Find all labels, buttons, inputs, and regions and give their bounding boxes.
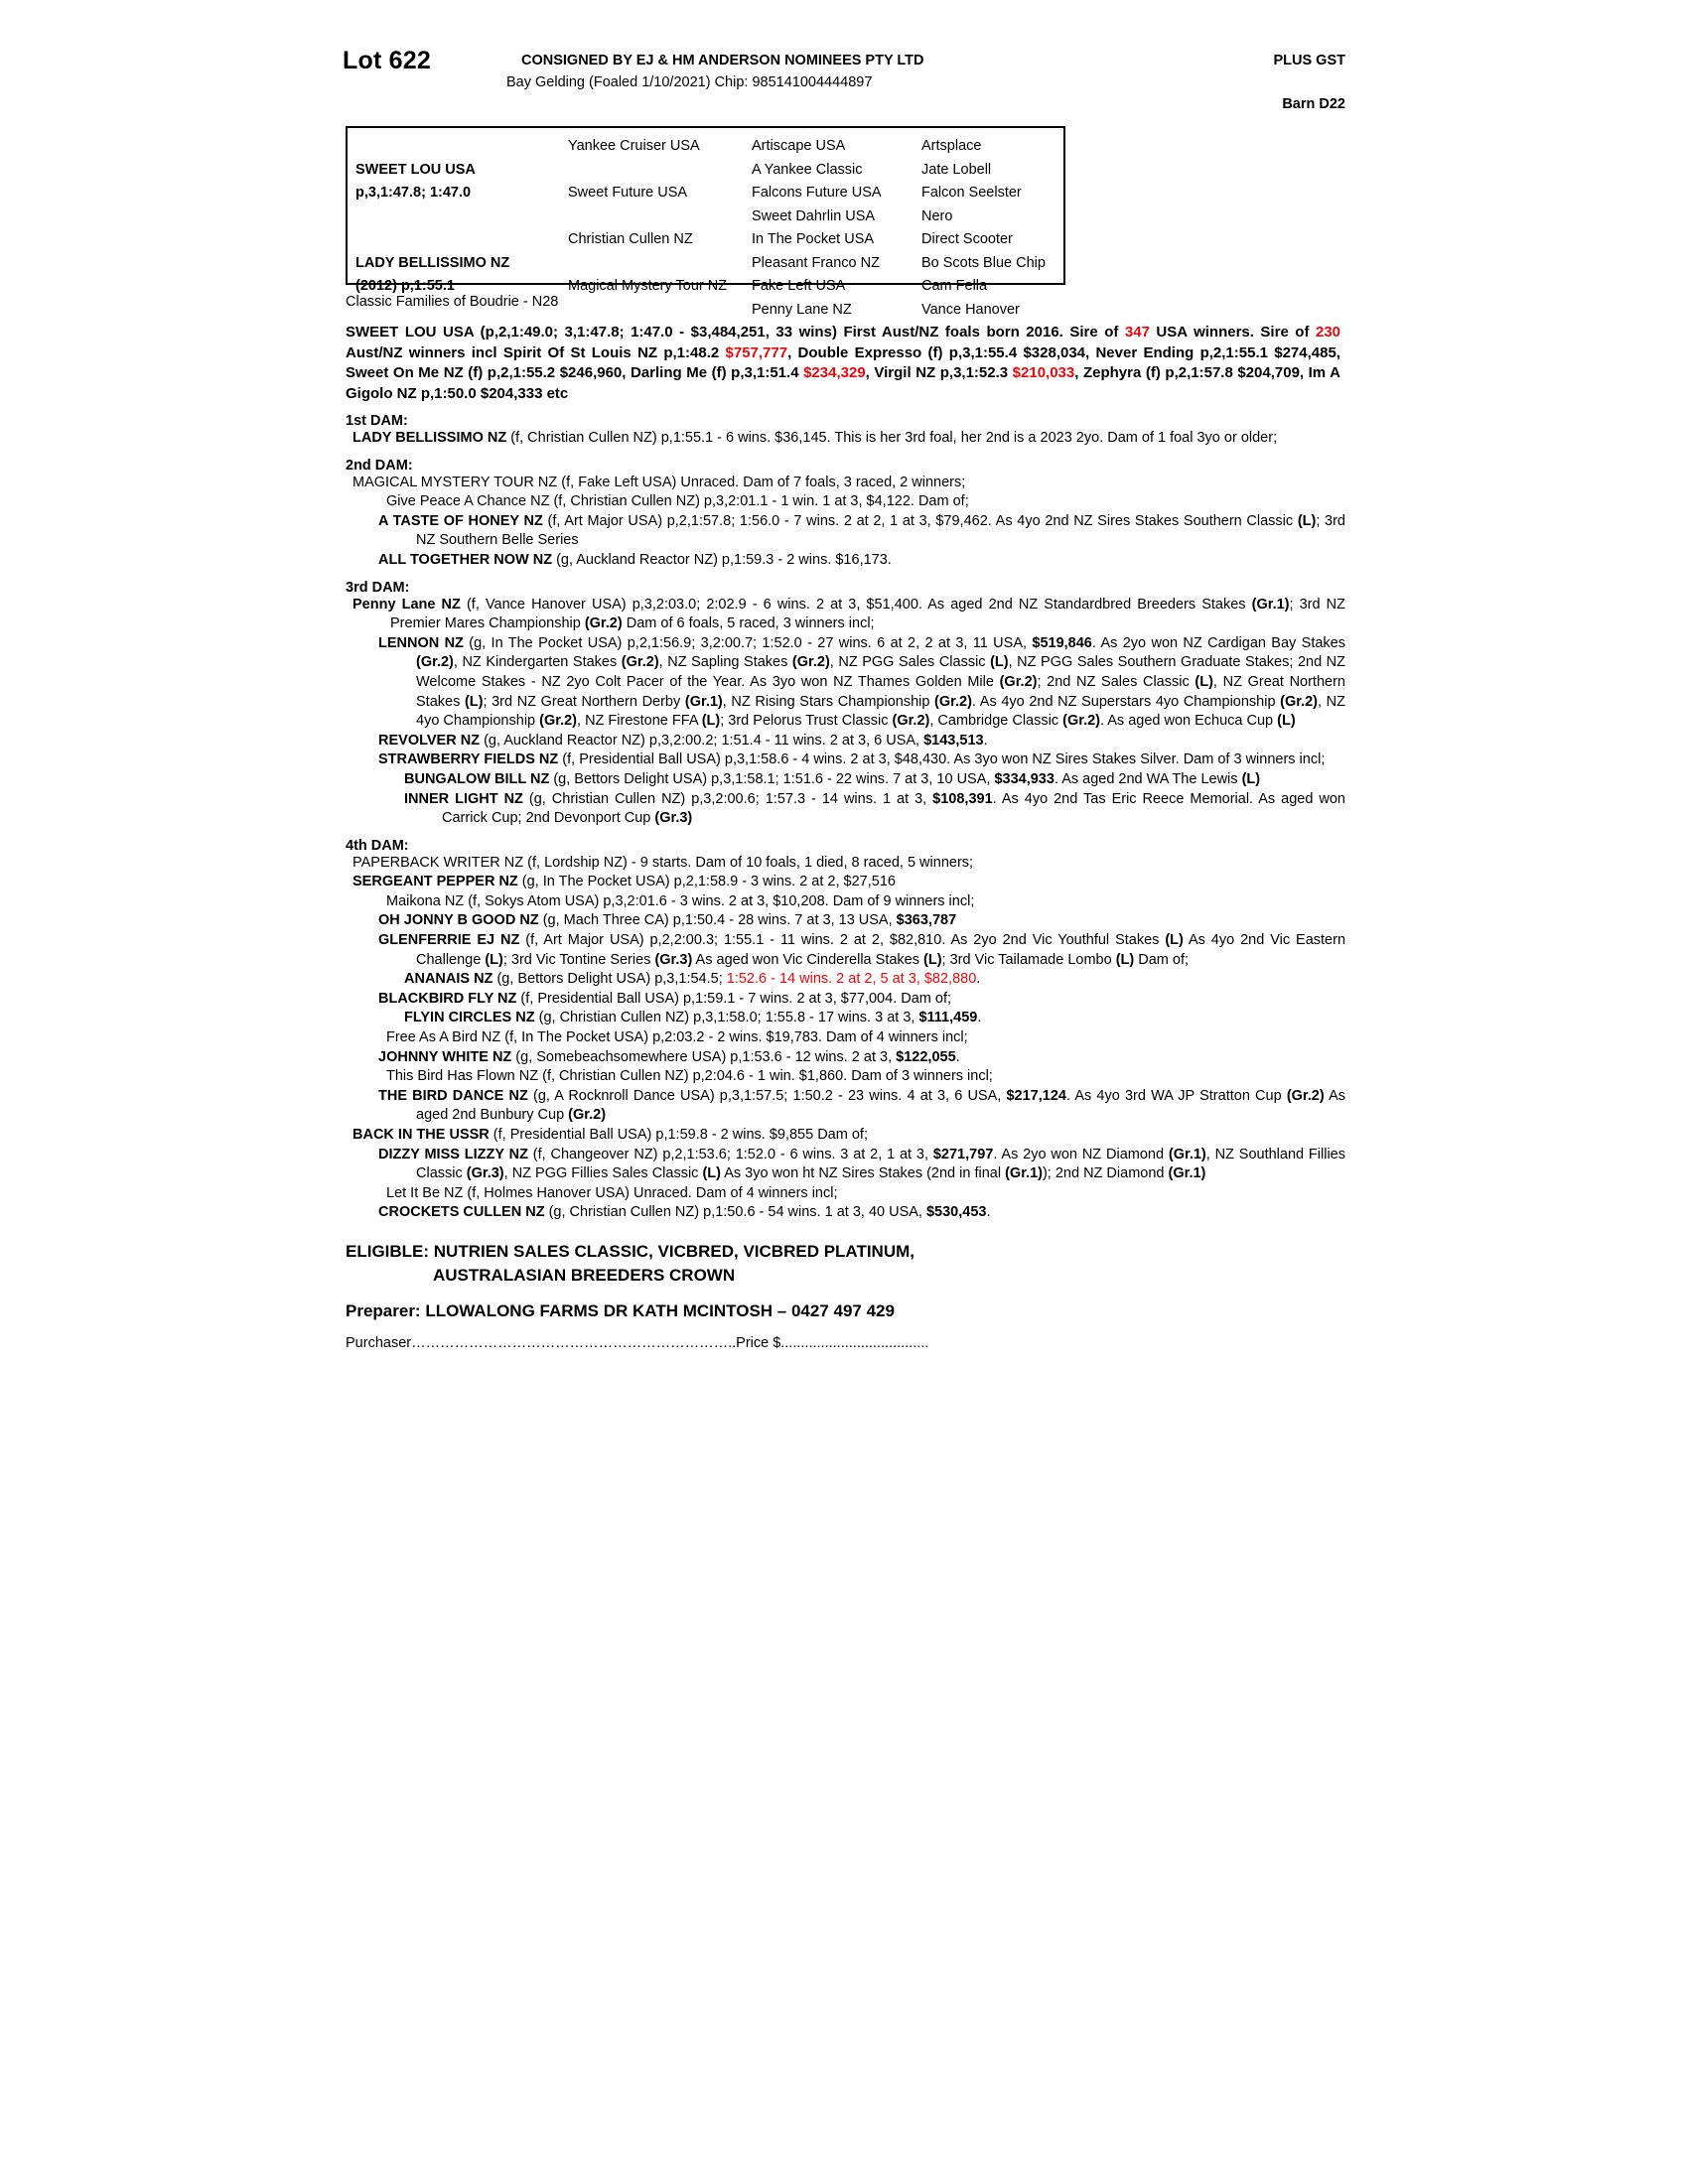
oh-jonny-earnings: $363,787 xyxy=(896,912,957,929)
glenferrie-grade-2: (L) xyxy=(485,951,503,968)
dam-heading-3: 3rd DAM: xyxy=(346,579,410,596)
dam2-entry: MAGICAL MYSTERY TOUR NZ (f, Fake Left USA) Unraced. Dam of 7 foals, 3 raced, 2 winners; xyxy=(352,474,966,490)
lennon-grade-10: (Gr.2) xyxy=(1280,693,1319,710)
dam2-child-1: Give Peace A Chance NZ (f, Christian Cullen NZ) p,3,2:01.1 - 1 win. 1 at 3, $4,122. Dam of; xyxy=(386,493,969,510)
glenferrie-detail-e: ; 3rd Vic Tailamade Lombo xyxy=(941,951,1116,968)
johnny-white-detail-end: . xyxy=(955,1048,960,1065)
sire-record: p,3,1:47.8; 1:47.0 xyxy=(355,185,472,201)
johnny-white-entry xyxy=(378,1048,1345,1068)
a-taste-of-honey-detail: (f, Art Major USA) p,2,1:57.8; 1:56.0 - 7 wins. 2 at 2, 1 at 3, $79,462. As 4yo 2nd NZ Sires Stakes Southern Classic xyxy=(542,512,1298,529)
dam4-entry: PAPERBACK WRITER NZ (f, Lordship NZ) - 9 starts. Dam of 10 foals, 1 died, 8 raced, 5 winners; xyxy=(352,854,974,871)
dam-ggp3: Cam Fella xyxy=(921,278,988,294)
blackbird-fly-detail: (f, Presidential Ball USA) p,1:59.1 - 7 wins. 2 at 3, $77,004. Dam of; xyxy=(516,990,952,1007)
bird-dance-earnings: $217,124 xyxy=(1006,1087,1066,1104)
plus-gst-label: PLUS GST xyxy=(1273,53,1345,68)
blackbird-fly-name: BLACKBIRD FLY NZ xyxy=(378,990,517,1007)
sire-gp2: A Yankee Classic xyxy=(752,161,863,178)
lennon-grade-4: (L) xyxy=(990,654,1009,671)
lennon-detail-e: , NZ Sapling Stakes xyxy=(658,654,792,671)
dizzy-detail-c: , NZ Southland Fillies Classic xyxy=(416,1146,1345,1182)
glenferrie-entry xyxy=(378,931,1345,970)
pedigree-col-parents xyxy=(355,135,569,299)
sergeant-pepper-entry xyxy=(352,873,1345,892)
inner-light-entry xyxy=(404,790,1345,829)
pedigree-col-grandparents xyxy=(568,135,757,299)
dizzy-earnings: $271,797 xyxy=(932,1146,994,1162)
flyin-circles-name: FLYIN CIRCLES NZ xyxy=(404,1010,535,1026)
bungalow-bill-entry xyxy=(404,770,1345,790)
all-together-now-name: ALL TOGETHER NOW NZ xyxy=(378,551,553,568)
purchaser-line: Purchaser…………………………………………………………..Price $..................................... xyxy=(346,1334,929,1351)
glenferrie-grade-5: (L) xyxy=(1115,951,1135,968)
sire-usa-winners-count: 347 xyxy=(1124,324,1150,341)
crockets-cullen-detail: (g, Christian Cullen NZ) p,1:50.6 - 54 wins. 1 at 3, 40 USA, xyxy=(544,1204,926,1221)
maikona-entry: Maikona NZ (f, Sokys Atom USA) p,3,2:01.6 - 3 wins. 2 at 3, $10,208. Dam of 9 winners incl; xyxy=(386,892,975,909)
sire-anz-winners-count: 230 xyxy=(1315,324,1341,341)
oh-jonny-name: OH JONNY B GOOD NZ xyxy=(378,912,539,929)
dizzy-grade-1: (Gr.1) xyxy=(1168,1146,1206,1162)
penny-lane-detail-a: (f, Vance Hanover USA) p,3,2:03.0; 2:02.9 - 6 wins. 2 at 3, $51,400. As aged 2nd NZ Standardbred Breeders Stakes xyxy=(460,596,1252,613)
free-as-a-bird-entry: Free As A Bird NZ (f, In The Pocket USA) p,2:03.2 - 2 wins. $19,783. Dam of 4 winners incl; xyxy=(386,1029,968,1046)
dam1-name: LADY BELLISSIMO NZ xyxy=(352,430,507,446)
lennon-grade-11: (Gr.2) xyxy=(539,713,578,730)
dam-ggp1: Direct Scooter xyxy=(921,231,1013,247)
dam-sire: Christian Cullen NZ xyxy=(568,231,693,247)
glenferrie-name: GLENFERRIE EJ NZ xyxy=(378,932,520,949)
bird-dance-detail: (g, A Rocknroll Dance USA) p,3,1:57.5; 1:50.2 - 23 wins. 4 at 3, 6 USA, xyxy=(527,1087,1007,1104)
bird-dance-entry xyxy=(378,1087,1345,1126)
sire-dam: Sweet Future USA xyxy=(568,185,688,201)
ananais-entry xyxy=(404,970,1345,990)
dizzy-detail-b: . As 2yo won NZ Diamond xyxy=(993,1146,1169,1162)
revolver-name: REVOLVER NZ xyxy=(378,732,481,749)
glenferrie-grade-3: (Gr.3) xyxy=(654,951,693,968)
oh-jonny-entry xyxy=(378,911,1345,931)
revolver-entry xyxy=(378,732,1345,751)
eligibility-block xyxy=(346,1240,1345,1288)
oh-jonny-detail: (g, Mach Three CA) p,1:50.4 - 28 wins. 7 at 3, 13 USA, xyxy=(538,912,897,929)
eligibility-line-1: ELIGIBLE: NUTRIEN SALES CLASSIC, VICBRED, VICBRED PLATINUM, xyxy=(346,1241,914,1261)
sire-gp4: Sweet Dahrlin USA xyxy=(752,207,876,224)
lennon-detail-c: . As 2yo won NZ Cardigan Bay Stakes xyxy=(1091,634,1345,651)
revolver-detail: (g, Auckland Reactor NZ) p,3,2:00.2; 1:51.4 - 11 wins. 2 at 3, 6 USA, xyxy=(480,732,924,749)
pedigree-col-ggg-parents xyxy=(921,135,1065,322)
lennon-grade-14: (Gr.2) xyxy=(1062,713,1100,730)
dizzy-miss-lizzy-name: DIZZY MISS LIZZY NZ xyxy=(378,1146,528,1162)
bungalow-bill-earnings: $334,933 xyxy=(994,770,1055,787)
dizzy-grade-2: (Gr.3) xyxy=(466,1165,504,1182)
glenferrie-detail-b: As 4yo 2nd Vic Eastern Challenge xyxy=(416,932,1346,968)
all-together-now-detail: (g, Auckland Reactor NZ) p,1:59.3 - 2 wins. $16,173. xyxy=(552,551,892,568)
dam1-entry xyxy=(352,429,1345,449)
lennon-grade-7: (L) xyxy=(464,693,484,710)
lennon-detail-j: ; 3rd NZ Great Northern Derby xyxy=(483,693,685,710)
crockets-cullen-earnings: $530,453 xyxy=(925,1204,987,1221)
inner-light-detail-2: . As 4yo 2nd Tas Eric Reece Memorial. As aged won Carrick Cup; 2nd Devonport Cup xyxy=(442,790,1345,827)
back-in-the-ussr-entry xyxy=(352,1126,1345,1146)
glenferrie-grade-4: (L) xyxy=(923,951,942,968)
bird-dance-detail-2: . As 4yo 3rd WA JP Stratton Cup xyxy=(1065,1087,1287,1104)
bungalow-bill-name: BUNGALOW BILL NZ xyxy=(404,770,550,787)
lennon-detail-a: (g, In The Pocket USA) p,2,1:56.9; 3,2:00.7; 1:52.0 - 27 wins. 6 at 2, 2 at 3, 11 USA, xyxy=(463,634,1033,651)
bungalow-bill-detail: (g, Bettors Delight USA) p,3,1:58.1; 1:51.6 - 22 wins. 7 at 3, 10 USA, xyxy=(549,770,995,787)
lennon-detail-l: . As 4yo 2nd NZ Superstars 4yo Championship xyxy=(971,693,1281,710)
sire-par-6: , Zephyra (f) p,2,1:57.8 $204,709, Im A Gigolo NZ p,1:50.0 $204,333 etc xyxy=(346,364,1340,402)
dizzy-miss-lizzy-entry xyxy=(378,1146,1345,1184)
flyin-circles-detail-end: . xyxy=(977,1010,982,1026)
sire-gp3: Falcons Future USA xyxy=(752,185,882,201)
lennon-detail-o: ; 3rd Pelorus Trust Classic xyxy=(720,713,893,730)
lennon-detail-f: , NZ PGG Sales Classic xyxy=(829,654,991,671)
dam3-entry xyxy=(352,596,1345,634)
dam2-child-2 xyxy=(378,512,1345,551)
catalogue-sheet xyxy=(343,45,1345,1351)
lennon-detail-d: , NZ Kindergarten Stakes xyxy=(453,654,622,671)
bird-dance-grade-1: (Gr.2) xyxy=(1286,1087,1325,1104)
inner-light-detail: (g, Christian Cullen NZ) p,3,2:00.6; 1:57.3 - 14 wins. 1 at 3, xyxy=(522,790,933,807)
dam-gp1: In The Pocket USA xyxy=(752,231,875,247)
penny-lane-detail-b: ; 3rd NZ Premier Mares Championship xyxy=(390,596,1346,632)
bird-dance-grade-2: (Gr.2) xyxy=(568,1107,607,1124)
dizzy-detail-d: , NZ PGG Fillies Sales Classic xyxy=(503,1165,703,1182)
johnny-white-earnings: $122,055 xyxy=(896,1048,956,1065)
sire-ggp1: Artsplace xyxy=(921,138,982,154)
dam2-child-3 xyxy=(378,551,1345,571)
dizzy-grade-5: (Gr.1) xyxy=(1168,1165,1206,1182)
penny-lane-grade-1: (Gr.1) xyxy=(1251,596,1290,613)
dam-ggp4: Vance Hanover xyxy=(921,301,1020,318)
bungalow-bill-detail-2: . As aged 2nd WA The Lewis xyxy=(1054,770,1242,787)
bird-dance-name: THE BIRD DANCE NZ xyxy=(378,1087,528,1104)
penny-lane-name: Penny Lane NZ xyxy=(352,596,461,613)
lennon-grade-15: (L) xyxy=(1277,713,1296,730)
lennon-grade-1: (Gr.2) xyxy=(416,654,454,671)
sire-gp1: Artiscape USA xyxy=(752,138,846,154)
glenferrie-grade-1: (L) xyxy=(1165,932,1184,949)
dam-name: LADY BELLISSIMO NZ xyxy=(355,254,510,271)
glenferrie-detail-d: As aged won Vic Cinderella Stakes xyxy=(692,951,924,968)
dam-dam: Magical Mystery Tour NZ xyxy=(568,278,728,294)
glenferrie-detail-a: (f, Art Major USA) p,2,2:00.3; 1:55.1 - 11 wins. 2 at 2, $82,810. As 2yo 2nd Vic Youthful Stakes xyxy=(519,932,1166,949)
sire-par-1: SWEET LOU USA (p,2,1:49.0; 3,1:47.8; 1:47.0 - $3,484,251, 33 wins) First Aust/NZ foals born 2016. Sire of xyxy=(346,324,1125,341)
dizzy-detail-a: (f, Changeover NZ) p,2,1:53.6; 1:52.0 - 6 wins. 3 at 2, 1 at 3, xyxy=(527,1146,933,1162)
ananais-detail-end: . xyxy=(976,971,981,988)
penny-lane-detail-c: Dam of 6 foals, 5 raced, 3 winners incl; xyxy=(622,615,875,632)
sire-summary-paragraph xyxy=(346,323,1340,404)
johnny-white-name: JOHNNY WHITE NZ xyxy=(378,1048,512,1065)
glenferrie-detail-f: Dam of; xyxy=(1134,951,1190,968)
eligibility-line-2: AUSTRALASIAN BREEDERS CROWN xyxy=(433,1265,736,1285)
lennon-grade-8: (Gr.1) xyxy=(684,693,723,710)
lennon-detail-n: , NZ Firestone FFA xyxy=(577,713,702,730)
let-it-be-entry: Let It Be NZ (f, Holmes Hanover USA) Unraced. Dam of 4 winners incl; xyxy=(386,1184,838,1201)
strawberry-fields-detail: (f, Presidential Ball USA) p,3,1:58.6 - 4 wins. 2 at 3, $48,430. As 3yo won NZ Sires Stakes Silver. Dam of 3 winners incl; xyxy=(558,751,1326,768)
crockets-cullen-name: CROCKETS CULLEN NZ xyxy=(378,1204,545,1221)
dam-record: (2012) p,1:55.1 xyxy=(355,278,455,294)
dam1-detail: (f, Christian Cullen NZ) p,1:55.1 - 6 wins. $36,145. This is her 3rd foal, her 2nd is a 2023 2yo. Dam of 1 foal 3yo or older; xyxy=(506,430,1278,446)
preparer-line: Preparer: LLOWALONG FARMS DR KATH MCINTOSH – 0427 497 429 xyxy=(346,1300,895,1320)
dam-heading-1: 1st DAM: xyxy=(346,413,408,429)
lennon-detail-i: , NZ Great Northern Stakes xyxy=(416,673,1345,710)
lennon-detail-m: , NZ 4yo Championship xyxy=(416,693,1345,730)
crockets-cullen-detail-end: . xyxy=(986,1204,991,1221)
sire-par-2: USA winners. Sire of xyxy=(1149,324,1316,341)
dam-gp2: Pleasant Franco NZ xyxy=(752,254,880,271)
dizzy-detail-e: As 3yo won ht NZ Sires Stakes (2nd in final xyxy=(720,1165,1006,1182)
crockets-cullen-entry xyxy=(378,1203,1345,1223)
ananais-name: ANANAIS NZ xyxy=(404,971,493,988)
sire-par-4: , Double Expresso (f) p,3,1:55.4 $328,034, Never Ending p,2,1:55.1 $274,485, Sweet On Me NZ (f) p,2,1:55.2 $246,960, Darling Me (f) p,3,1:51.4 xyxy=(346,343,1340,381)
strawberry-fields-entry xyxy=(378,751,1345,770)
lennon-detail-h: ; 2nd NZ Sales Classic xyxy=(1037,673,1196,690)
lennon-name: LENNON NZ xyxy=(378,634,464,651)
sergeant-pepper-name: SERGEANT PEPPER NZ xyxy=(352,874,518,890)
dizzy-detail-f: ); 2nd NZ Diamond xyxy=(1042,1165,1169,1182)
dam-ggp2: Bo Scots Blue Chip xyxy=(921,254,1046,271)
flyin-circles-entry xyxy=(404,1009,1345,1028)
animal-description: Bay Gelding (Foaled 1/10/2021) Chip: 985141004444897 xyxy=(506,74,873,90)
revolver-detail-end: . xyxy=(983,732,988,749)
a-taste-of-honey-detail-2: ; 3rd NZ Southern Belle Series xyxy=(416,512,1346,549)
dizzy-grade-4: (Gr.1) xyxy=(1005,1165,1043,1182)
lennon-detail-k: , NZ Rising Stars Championship xyxy=(722,693,935,710)
consignor-line: CONSIGNED BY EJ & HM ANDERSON NOMINEES PTY LTD xyxy=(521,53,924,68)
sire-ggp3: Falcon Seelster xyxy=(921,185,1022,201)
johnny-white-detail: (g, Somebeachsomewhere USA) p,1:53.6 - 12 wins. 2 at 3, xyxy=(511,1048,897,1065)
lennon-detail-q: . As aged won Echuca Cup xyxy=(1100,713,1278,730)
lennon-grade-2: (Gr.2) xyxy=(621,654,659,671)
sire-earnings-3: $210,033 xyxy=(1012,364,1075,381)
sergeant-pepper-detail: (g, In The Pocket USA) p,2,1:58.9 - 3 wins. 2 at 2, $27,516 xyxy=(517,874,896,890)
pedigree-col-great-grandparents xyxy=(752,135,922,322)
sire-name: SWEET LOU USA xyxy=(355,161,476,178)
lennon-grade-13: (Gr.2) xyxy=(892,713,930,730)
lennon-detail-g: , NZ PGG Sales Southern Graduate Stakes; 2nd NZ Welcome Stakes - NZ 2yo Colt Pacer of the Year. As 3yo won NZ Thames Golden Mile xyxy=(416,654,1346,690)
bungalow-bill-grade: (L) xyxy=(1241,770,1261,787)
sire-earnings-2: $234,329 xyxy=(803,364,866,381)
barn-label: Barn D22 xyxy=(1282,96,1345,112)
dam-gp3: Fake Left USA xyxy=(752,278,846,294)
lennon-grade-3: (Gr.2) xyxy=(791,654,830,671)
dam-gp4: Penny Lane NZ xyxy=(752,301,852,318)
sire-ggp2: Jate Lobell xyxy=(921,161,992,178)
lennon-grade-6: (L) xyxy=(1195,673,1213,690)
a-taste-of-honey-grade: (L) xyxy=(1297,512,1317,529)
glenferrie-detail-c: ; 3rd Vic Tontine Series xyxy=(502,951,655,968)
inner-light-grade: (Gr.3) xyxy=(654,810,693,827)
sire-ggp4: Nero xyxy=(921,207,953,224)
dam-heading-2: 2nd DAM: xyxy=(346,457,413,474)
lennon-entry xyxy=(378,634,1345,732)
back-in-the-ussr-detail: (f, Presidential Ball USA) p,1:59.8 - 2 wins. $9,855 Dam of; xyxy=(489,1127,868,1143)
dam-heading-4: 4th DAM: xyxy=(346,837,409,854)
bird-dance-detail-3: As aged 2nd Bunbury Cup xyxy=(416,1087,1345,1124)
this-bird-has-flown-entry: This Bird Has Flown NZ (f, Christian Cullen NZ) p,2:04.6 - 1 win. $1,860. Dam of 3 winners incl; xyxy=(386,1068,993,1085)
sire-sire: Yankee Cruiser USA xyxy=(568,138,700,154)
page-header xyxy=(343,45,1345,122)
ananais-highlight: 1:52.6 - 14 wins. 2 at 2, 5 at 3, $82,880 xyxy=(726,971,977,988)
dizzy-grade-3: (L) xyxy=(702,1165,721,1182)
flyin-circles-detail: (g, Christian Cullen NZ) p,3,1:58.0; 1:55.8 - 17 wins. 3 at 3, xyxy=(534,1010,919,1026)
inner-light-earnings: $108,391 xyxy=(932,790,993,807)
sire-earnings-1: $757,777 xyxy=(725,343,788,361)
ananais-detail: (g, Bettors Delight USA) p,3,1:54.5; xyxy=(492,971,727,988)
lot-number: Lot 622 xyxy=(343,47,431,74)
lennon-earnings: $519,846 xyxy=(1032,634,1092,651)
classic-families-line: Classic Families of Boudrie - N28 xyxy=(346,294,559,310)
lennon-grade-5: (Gr.2) xyxy=(999,673,1038,690)
lennon-grade-9: (Gr.2) xyxy=(934,693,972,710)
lennon-detail-p: , Cambridge Classic xyxy=(929,713,1063,730)
sire-par-5: , Virgil NZ p,3,1:52.3 xyxy=(865,364,1013,381)
flyin-circles-earnings: $111,459 xyxy=(918,1010,978,1026)
sire-par-3: Aust/NZ winners incl Spirit Of St Louis NZ p,1:48.2 xyxy=(346,343,726,361)
back-in-the-ussr-name: BACK IN THE USSR xyxy=(352,1127,490,1143)
lennon-grade-12: (L) xyxy=(701,713,721,730)
blackbird-fly-entry xyxy=(378,990,1345,1010)
revolver-earnings: $143,513 xyxy=(923,732,984,749)
penny-lane-grade-2: (Gr.2) xyxy=(584,615,623,632)
a-taste-of-honey-name: A TASTE OF HONEY NZ xyxy=(378,512,543,529)
strawberry-fields-name: STRAWBERRY FIELDS NZ xyxy=(378,751,559,768)
inner-light-name: INNER LIGHT NZ xyxy=(404,790,523,807)
